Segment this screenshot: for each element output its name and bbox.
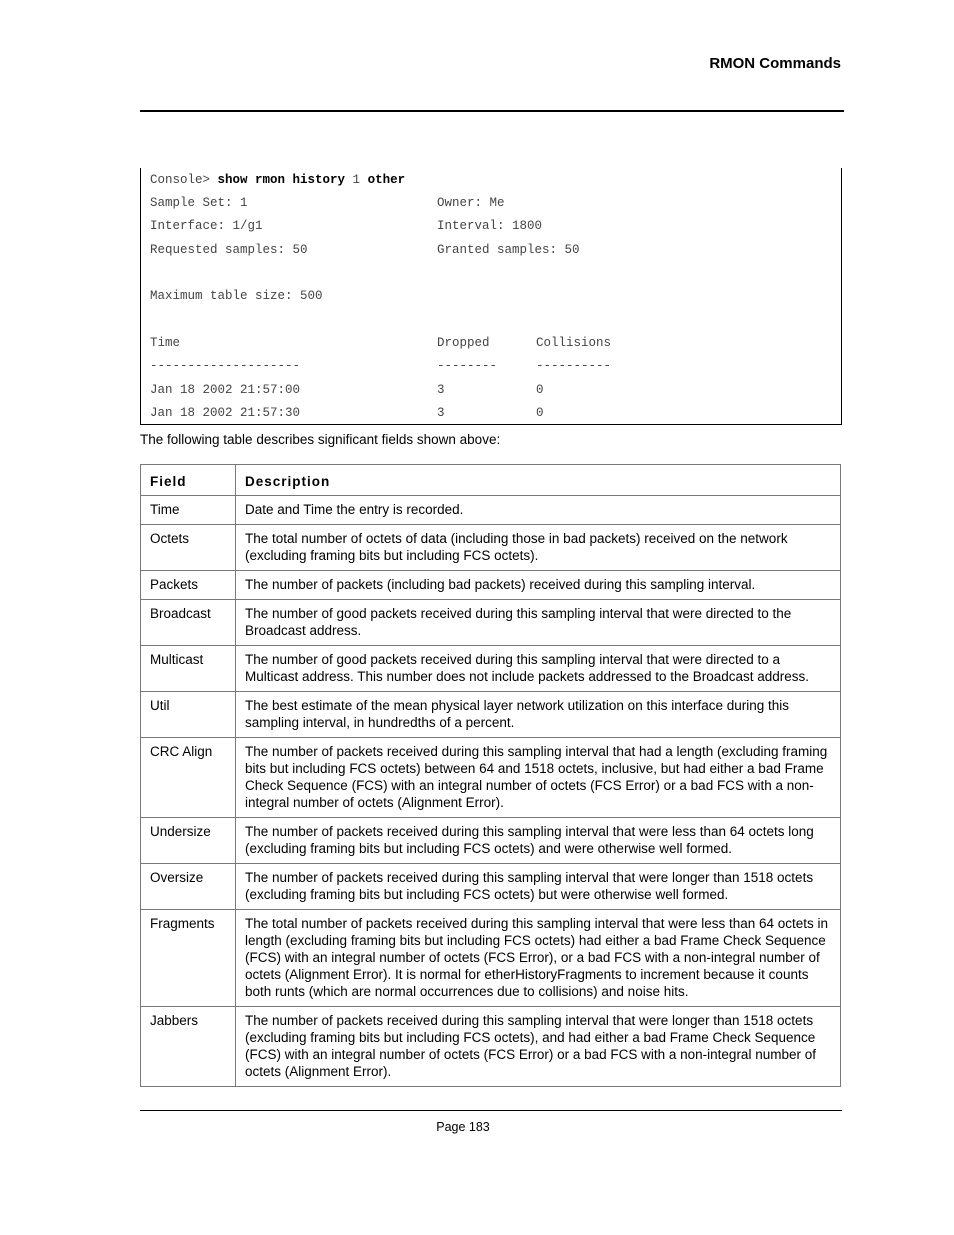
footer-rule [140,1110,842,1111]
description-cell: The total number of octets of data (including those in bad packets) received on the network (excluding framing bits but including FCS octets). [236,525,841,571]
description-cell: The number of packets (including bad packets) received during this sampling interval. [236,571,841,600]
command-arg: 1 [352,173,361,187]
header-rule [140,110,844,112]
interval: Interval: 1800 [437,219,543,233]
description-cell: The number of good packets received during this sampling interval that were directed to a Multicast address. This number does not include packets addressed to the Broadcast address. [236,646,841,692]
page-number: Page 183 [436,1120,490,1134]
description-cell: The total number of packets received during this sampling interval that were less than 64 octets in length (excluding framing bits but including FCS octets) had either a bad Frame Check Sequence (FCS) with an integral number of octets (FCS Error), or a bad FCS with a non-integral number of octets (Alignment Error). It is normal for etherHistoryFragments to increment because it counts both runts (which are normal occurrences due to collisions) and noise hits. [236,910,841,1007]
description-cell: The number of packets received during this sampling interval that were longer than 1518 octets (excluding framing bits but including FCS octets) but were otherwise well formed. [236,864,841,910]
console-prompt: Console> [150,173,218,187]
field-cell: Time [141,496,236,525]
row-time: Jan 18 2002 21:57:00 [150,383,301,397]
field-cell: Undersize [141,818,236,864]
description-cell: Date and Time the entry is recorded. [236,496,841,525]
page-header-title: RMON Commands [709,55,841,72]
granted-samples: Granted samples: 50 [437,243,580,257]
description-cell: The number of good packets received during this sampling interval that were directed to the Broadcast address. [236,600,841,646]
description-cell: The number of packets received during this sampling interval that had a length (excluding framing bits but including FCS octets) between 64 and 1518 octets, inclusive, but had either a bad Frame Check Sequence (FCS) with an integral number of octets (FCS Error) or a bad FCS with a non-integral number of octets (Alignment Error). [236,738,841,818]
col-collisions-header: Collisions [536,336,612,350]
table-row [141,1007,841,1087]
row-dropped: 3 [437,406,445,420]
field-cell: Fragments [141,910,236,1007]
row-dropped: 3 [437,383,445,397]
description-cell: The number of packets received during this sampling interval that were longer than 1518 octets (excluding framing bits but including FCS octets), and had either a bad Frame Check Sequence (FCS) with an integral number of octets (FCS Error) or a bad FCS with a non-integral number of octets (Alignment Error). [236,1007,841,1087]
description-cell: The best estimate of the mean physical layer network utilization on this interface during this sampling interval, in hundredths of a percent. [236,692,841,738]
row-time: Jan 18 2002 21:57:30 [150,406,301,420]
field-cell: Jabbers [141,1007,236,1087]
requested-samples: Requested samples: 50 [150,243,308,257]
field-cell: Util [141,692,236,738]
command-text: show rmon history [217,173,353,187]
field-description-table [140,464,841,1087]
console-command-line [150,173,405,187]
table-row [141,646,841,692]
description-column-header: Description [236,465,841,496]
row-collisions: 0 [536,406,544,420]
field-cell: Packets [141,571,236,600]
interface: Interface: 1/g1 [150,219,263,233]
table-row [141,910,841,1007]
row-collisions: 0 [536,383,544,397]
description-cell: The number of packets received during this sampling interval that were less than 64 octets long (excluding framing bits but including FCS octets) and were otherwise well formed. [236,818,841,864]
sample-set: Sample Set: 1 [150,196,248,210]
table-intro-text: The following table describes significant fields shown above: [140,432,501,447]
command-text-2: other [360,173,406,187]
field-cell: Multicast [141,646,236,692]
col-time-separator: -------------------- [150,359,301,373]
table-row [141,692,841,738]
max-table-size: Maximum table size: 500 [150,289,323,303]
table-row [141,525,841,571]
col-dropped-separator: -------- [437,359,498,373]
owner: Owner: Me [437,196,505,210]
table-row [141,571,841,600]
field-column-header: Field [141,465,236,496]
col-dropped-header: Dropped [437,336,490,350]
field-cell: Octets [141,525,236,571]
table-row [141,864,841,910]
col-collisions-separator: ---------- [536,359,612,373]
field-cell: CRC Align [141,738,236,818]
field-cell: Oversize [141,864,236,910]
table-row [141,600,841,646]
table-header-row [141,465,841,496]
console-output-box [140,168,842,425]
field-cell: Broadcast [141,600,236,646]
col-time-header: Time [150,336,181,350]
table-row [141,496,841,525]
table-row [141,738,841,818]
table-row [141,818,841,864]
